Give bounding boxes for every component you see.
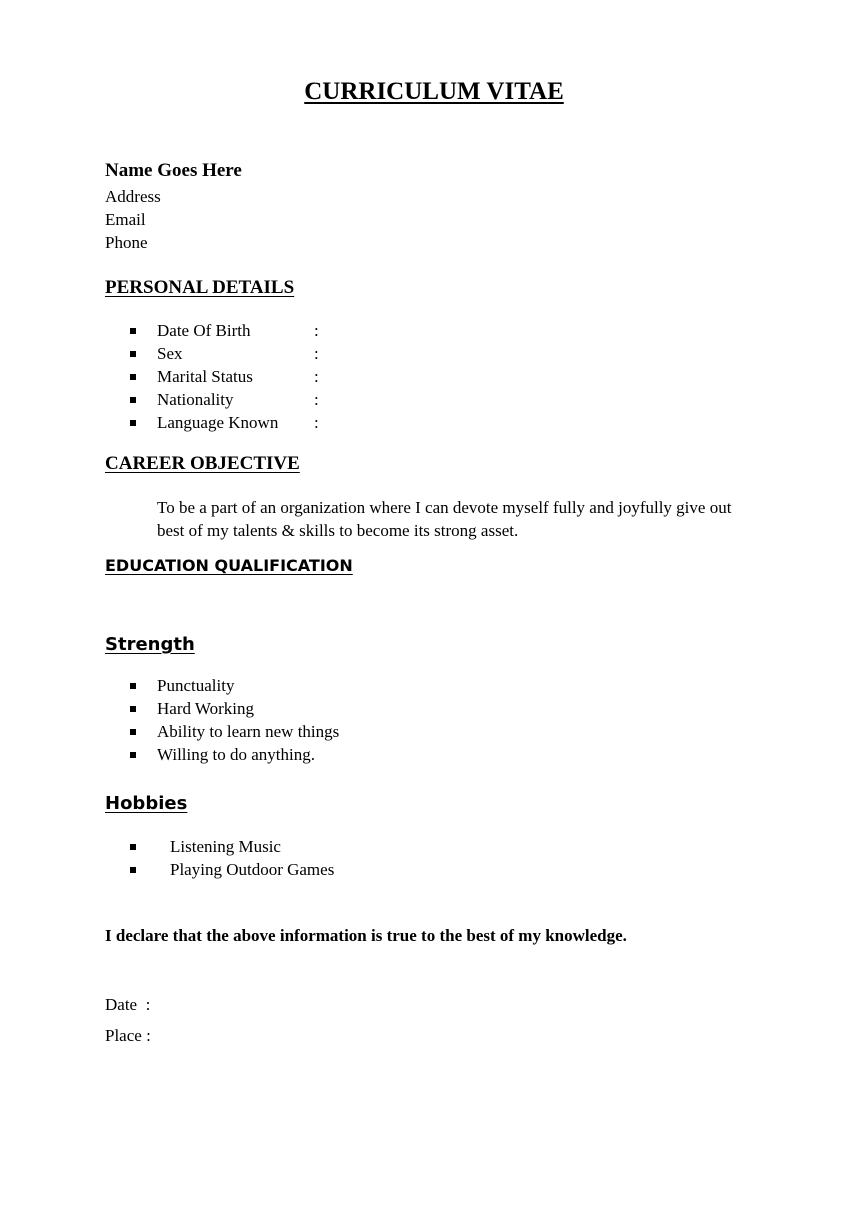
bullet-icon — [130, 326, 136, 337]
field-separator: : — [314, 321, 319, 340]
bullet-icon — [130, 395, 136, 406]
strength-item: Punctuality — [157, 676, 235, 695]
career-objective-heading: CAREER OBJECTIVE — [105, 453, 300, 474]
declaration-text: I declare that the above information is true to the best of my knowledge. — [105, 926, 627, 945]
bullet-icon — [130, 865, 136, 876]
place-label: Place : — [105, 1026, 151, 1045]
bullet-icon — [130, 681, 136, 692]
strength-item: Willing to do anything. — [157, 745, 315, 764]
bullet-icon — [130, 704, 136, 715]
objective-line: best of my talents & skills to become its strong asset. — [157, 521, 519, 540]
field-separator: : — [314, 367, 319, 386]
personal-field-nationality: Nationality — [157, 390, 234, 409]
education-heading: EDUCATION QUALIFICATION — [105, 556, 353, 575]
personal-details-heading: PERSONAL DETAILS — [105, 277, 295, 298]
strength-item: Ability to learn new things — [157, 722, 340, 741]
career-objective-text — [157, 496, 731, 542]
hobby-item: Listening Music — [170, 837, 281, 856]
strength-heading: Strength — [105, 634, 195, 655]
hobby-item: Playing Outdoor Games — [170, 860, 335, 879]
strength-item: Hard Working — [157, 699, 254, 718]
page-title: CURRICULUM VITAE — [304, 78, 564, 105]
field-separator: : — [314, 344, 319, 363]
personal-field-sex: Sex — [157, 344, 183, 363]
personal-field-marital-status: Marital Status — [157, 367, 253, 386]
bullet-icon — [130, 418, 136, 429]
personal-field-language: Language Known — [157, 413, 279, 432]
bullet-icon — [130, 727, 136, 738]
bullet-icon — [130, 372, 136, 383]
field-separator: : — [314, 390, 319, 409]
field-separator: : — [314, 413, 319, 432]
objective-line: To be a part of an organization where I can devote myself fully and joyfully give out — [157, 498, 732, 517]
phone-line: Phone — [105, 233, 148, 252]
candidate-name: Name Goes Here — [105, 160, 242, 181]
date-label: Date : — [105, 995, 151, 1014]
bullet-icon — [130, 750, 136, 761]
hobbies-heading: Hobbies — [105, 793, 188, 814]
bullet-icon — [130, 842, 136, 853]
personal-field-dob: Date Of Birth — [157, 321, 251, 340]
email-line: Email — [105, 210, 146, 229]
address-line: Address — [105, 187, 161, 206]
bullet-icon — [130, 349, 136, 360]
